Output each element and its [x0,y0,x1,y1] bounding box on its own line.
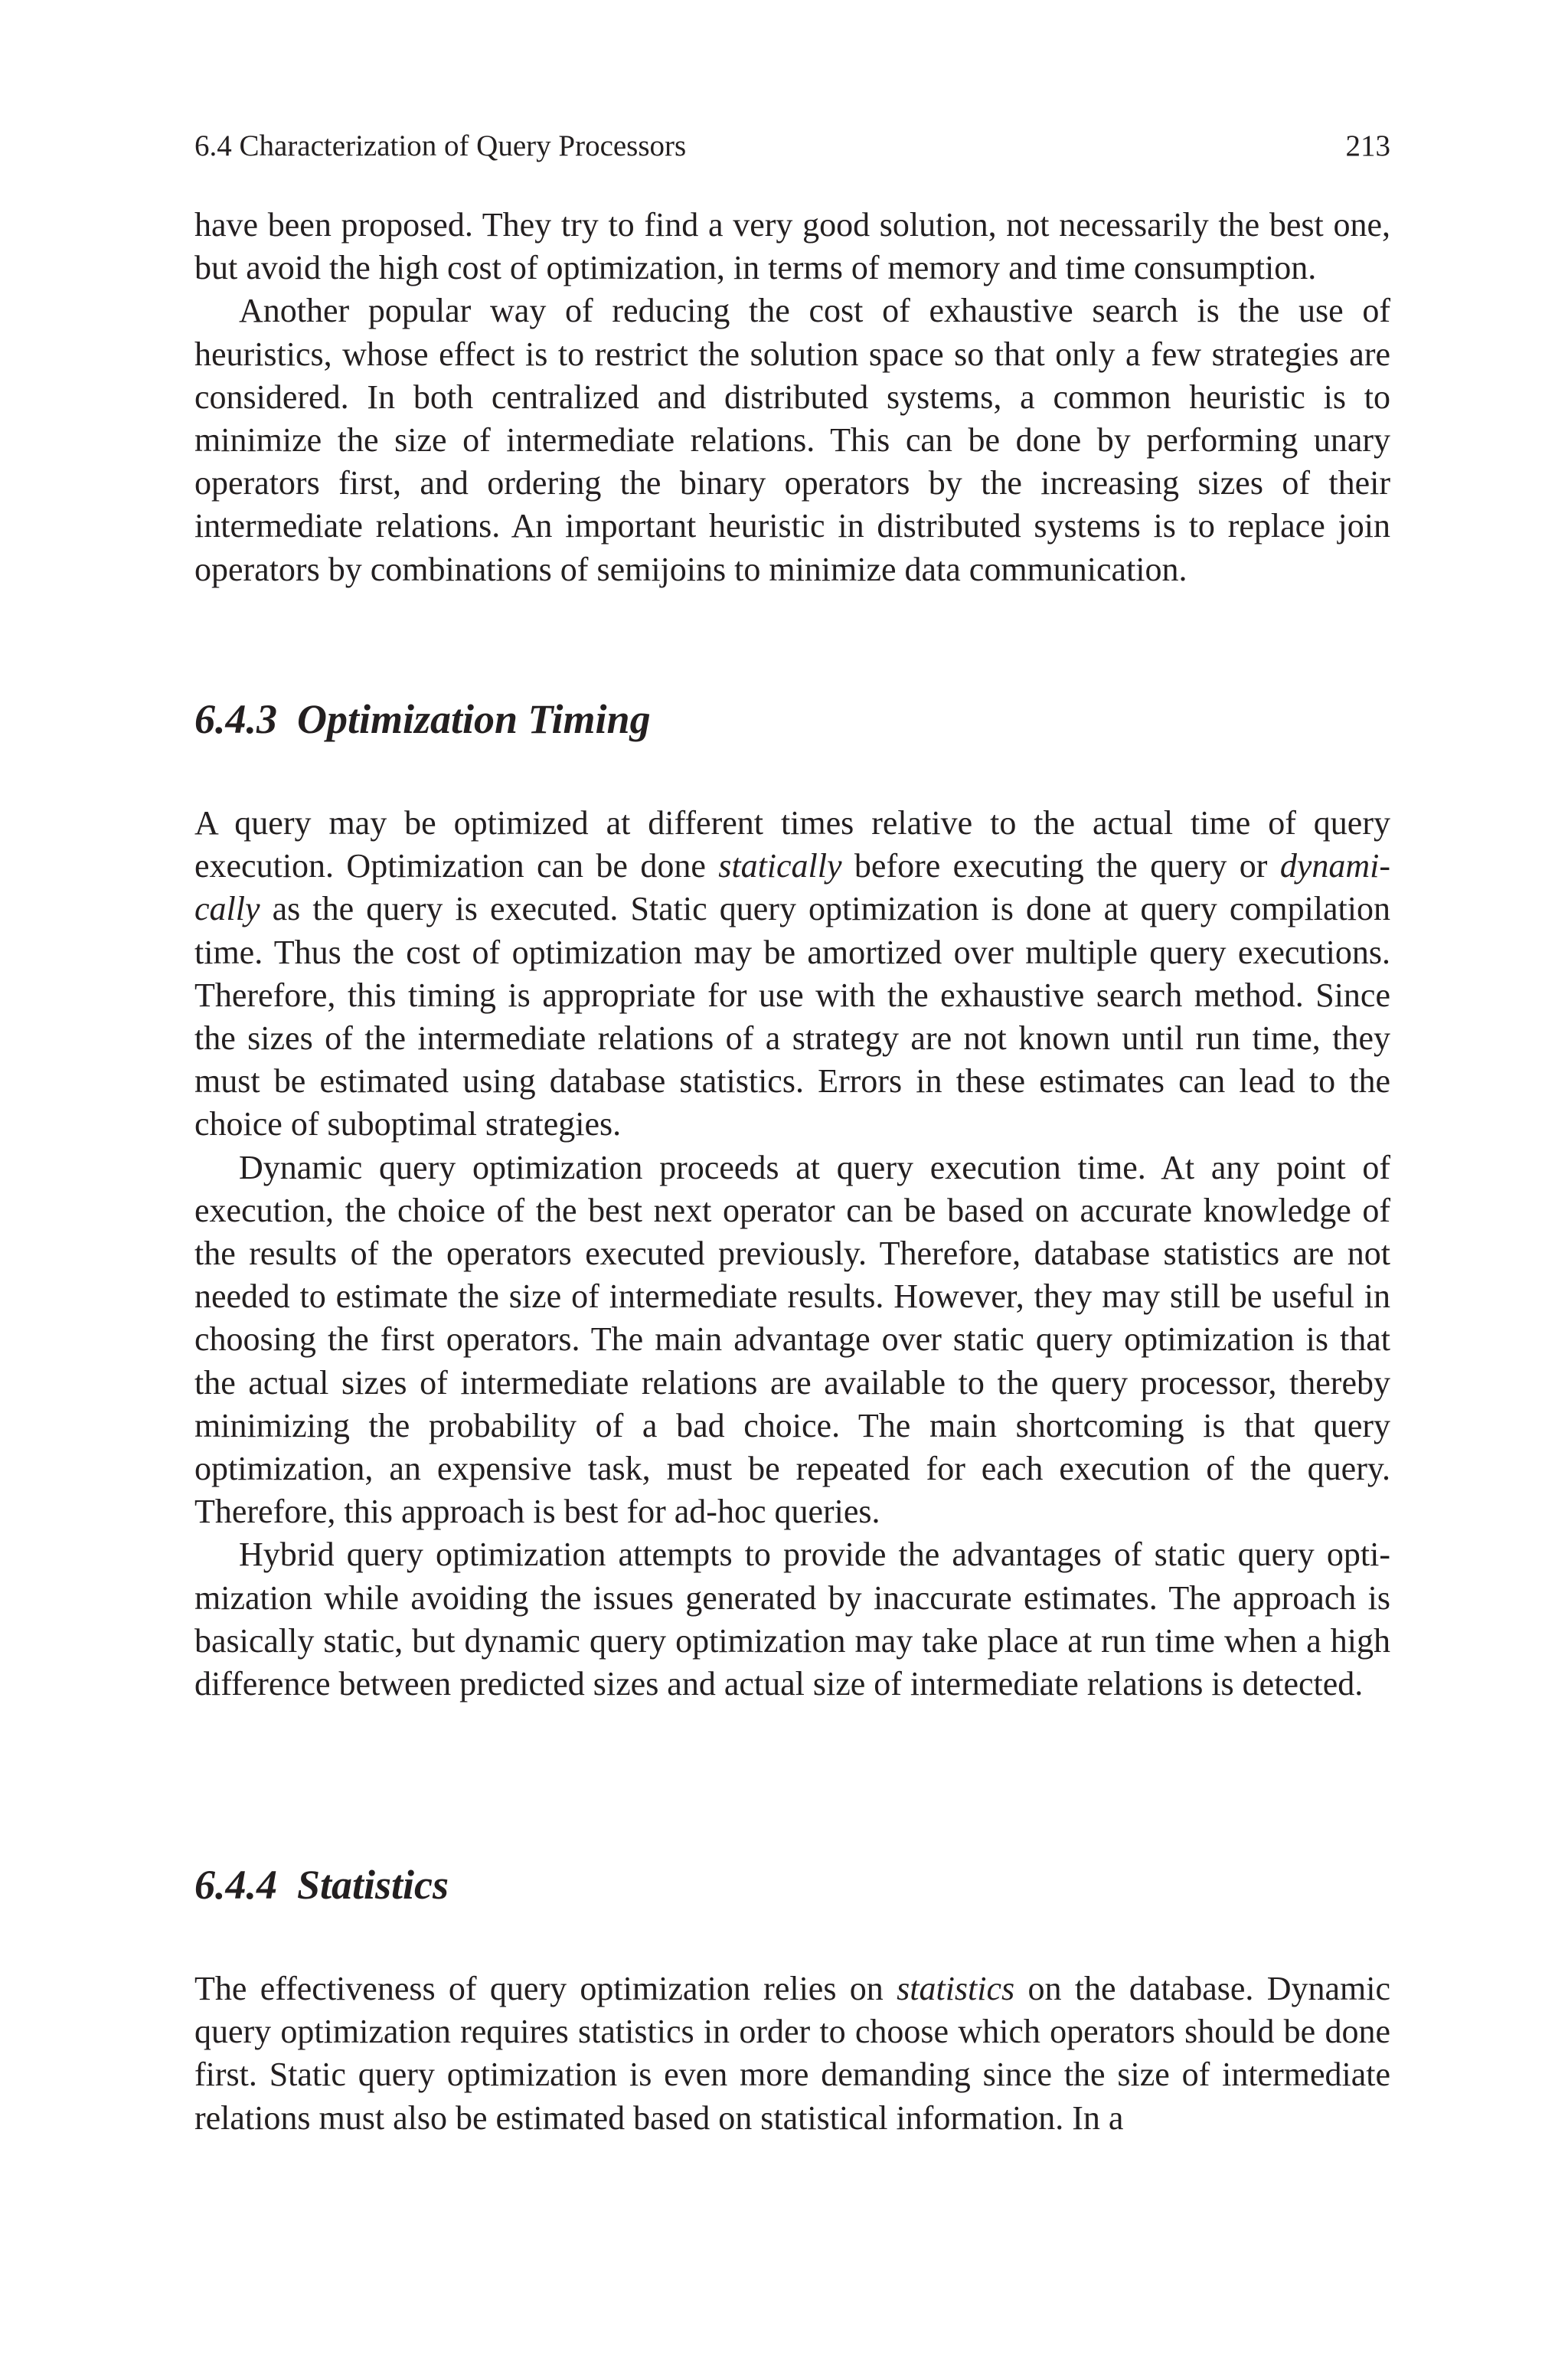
section-title: Optimization Timing [297,696,651,742]
running-head [194,127,1390,165]
section-heading-optimization-timing [194,694,651,744]
section-title: Statistics [297,1862,449,1908]
text-run: The effectiveness of query optimization relies on [194,1970,897,2007]
section-number: 6.4.3 [194,696,277,742]
section-number: 6.4.4 [194,1862,277,1908]
text-run: on the database. Dynamic query optimization requires statistics in order to choose which operators should be done first. Static query optimization is even more demanding since the size of intermediate relations must also be estimated based on statistical information. In a [194,1970,1390,2137]
paragraph-dynamic-optimization: Dynamic query optimization proceeds at query execution time. At any point of execution, the choice of the best next operator can be based on accurate knowledge of the results of the operators executed previously. Therefore, database statistics are not needed to estimate the size of intermediate results. However, they may still be useful in choosing the first operators. The main advantage over static query optimization is that the actual sizes of intermediate relations are available to the query processor, thereby minimizing the probability of a bad choice. The main shortcoming is that query optimization, an expensive task, must be repeated for each execution of the query. Therefore, this approach is best for ad-hoc queries. [194,1148,1390,1531]
paragraph-static-optimization [194,802,1390,1146]
paragraph-heuristics: Another popular way of reducing the cost of exhaustive search is the use of heuristics, whose effect is to restrict the solution space so that only a few strategies are considered. In both centralized and distributed systems, a common heuristic is to minimize the size of intermediate relations. This can be done by performing unary operators first, and ordering the binary operators by the increasing sizes of their intermediate relations. An important heuristic in distributed systems is to replace join operators by combinations of semijoins to minimize data communication. [194,292,1390,588]
section-heading-statistics [194,1860,449,1910]
running-head-section-title: 6.4 Characterization of Query Processors [194,129,687,162]
text-run: as the query is executed. Static query optimization is done at query compilation time. Thus the cost of optimization may be amortized over multiple query executions. Therefore, this timing is appropriate for use with the exhaustive search method. Since the sizes of the intermediate relations of a strategy are not known until run time, they must be estimated using database statistics. Errors in these estimates can lead to the choice of suboptimal strategies. [194,890,1390,1143]
emphasis-dynamically: dynamically [194,847,1390,928]
paragraph-statistics [194,1967,1390,2140]
paragraph-continued: have been proposed. They try to find a very good solution, not necessarily the best one, but avoid the high cost of optimization, in terms of memory and time consumption. [194,206,1390,287]
statistics-text-block [194,1967,1390,2140]
paragraph-hybrid-optimization: Hybrid query optimization attempts to provide the advantages of static query optimization while avoiding the issues generated by inaccurate estimates. The approach is basically static, but dynamic query optimization may take place at run time when a high difference between predicted sizes and actual size of intermediate relations is detected. [194,1536,1390,1703]
intro-text-block [194,204,1390,591]
optimization-timing-text-block [194,802,1390,1706]
text-run: before executing the query or [841,847,1280,885]
text-run: A query may be optimized at different times relative to the actual time of query execution. Optimization can be done [194,804,1390,885]
emphasis-statically: statically [718,847,842,885]
emphasis-statistics: statistics [897,1970,1015,2007]
page-number: 213 [1345,129,1390,162]
